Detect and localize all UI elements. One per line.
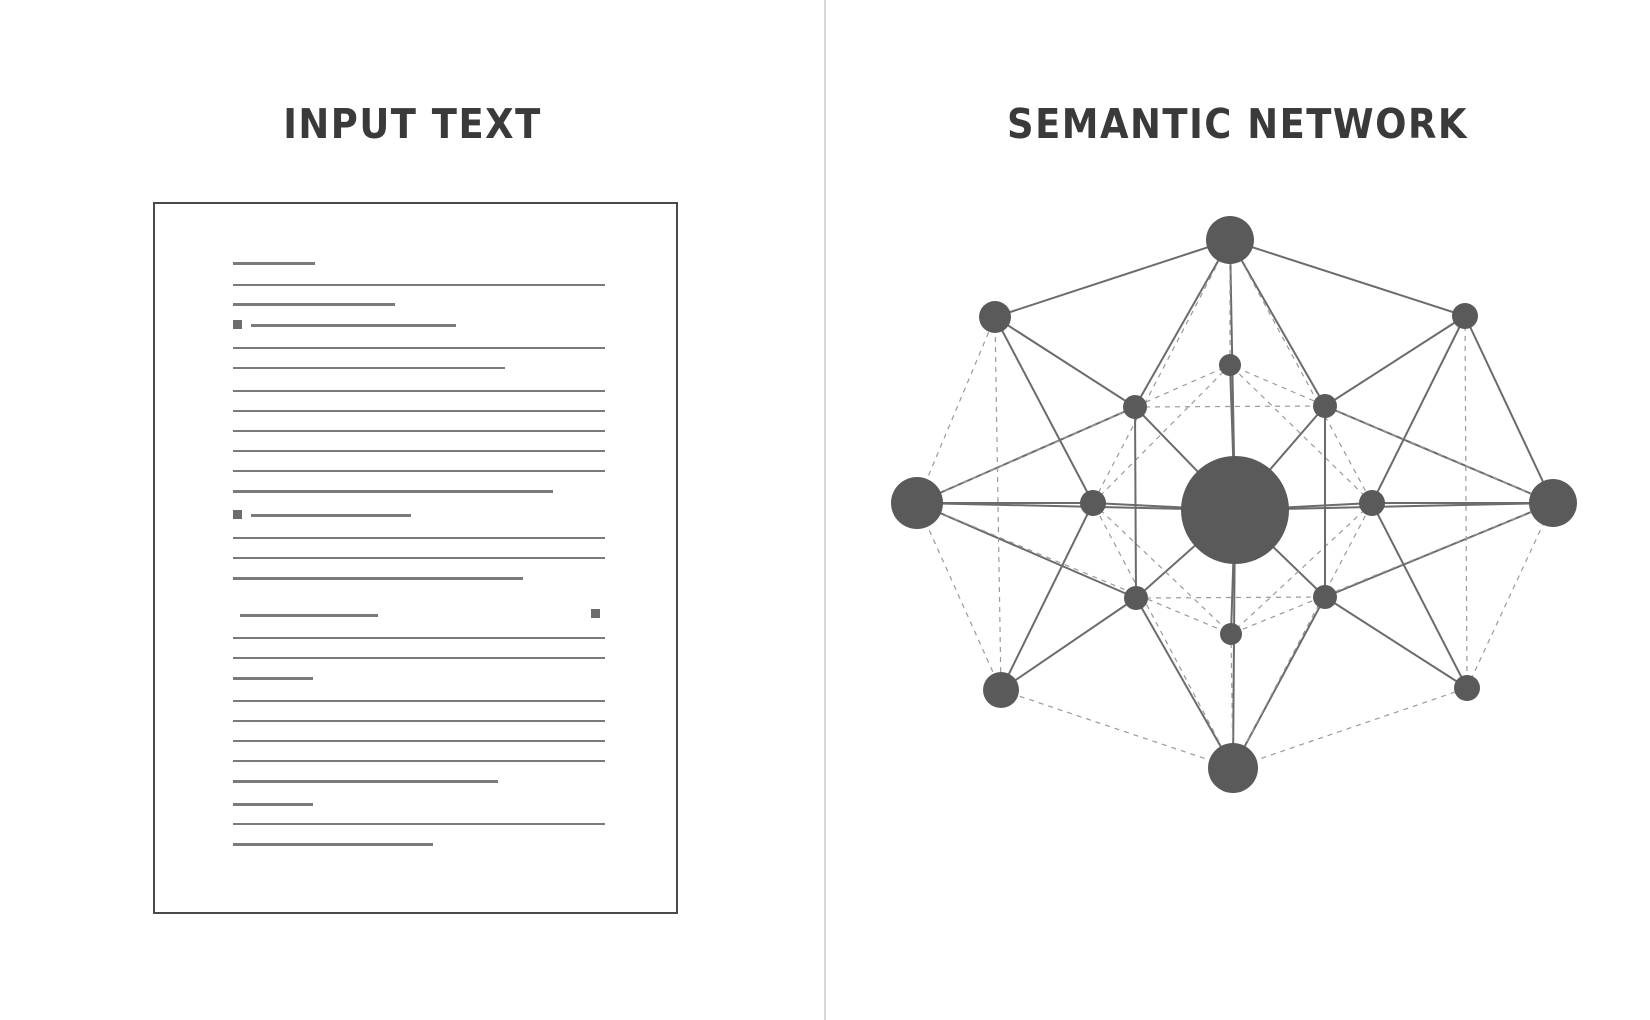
text-line: [233, 557, 605, 559]
text-line: [251, 514, 411, 517]
graph-edge: [1001, 503, 1093, 690]
graph-edge: [1325, 597, 1467, 688]
text-line: [240, 614, 378, 617]
text-line: [233, 577, 523, 580]
graph-edge-dashed: [1467, 503, 1553, 688]
graph-node[interactable]: [1313, 394, 1337, 418]
text-line: [233, 367, 505, 369]
graph-edge: [1001, 598, 1136, 690]
network-canvas: [825, 0, 1650, 1020]
text-line: [233, 823, 605, 825]
graph-edge-dashed: [917, 317, 995, 503]
text-line: [233, 677, 313, 680]
text-line: [233, 390, 605, 392]
graph-edge: [1372, 503, 1467, 688]
text-line: [233, 700, 605, 702]
graph-node[interactable]: [979, 301, 1011, 333]
graph-edge: [1233, 597, 1325, 768]
graph-node[interactable]: [1208, 743, 1258, 793]
graph-edge: [1135, 407, 1136, 598]
graph-edge-dashed: [1233, 688, 1467, 768]
graph-node[interactable]: [983, 672, 1019, 708]
text-line: [233, 262, 315, 265]
text-line: [233, 760, 605, 762]
bullet-marker: [233, 320, 242, 329]
text-line: [233, 450, 605, 452]
graph-edge: [1325, 316, 1465, 406]
graph-edge: [1465, 316, 1553, 503]
text-line: [233, 284, 605, 286]
graph-edge: [1372, 316, 1465, 503]
graph-edge-dashed: [917, 365, 1230, 503]
text-line: [233, 537, 605, 539]
text-line: [233, 740, 605, 742]
graph-node[interactable]: [1313, 585, 1337, 609]
text-line: [233, 720, 605, 722]
text-line: [233, 803, 313, 806]
graph-edge: [917, 503, 1136, 598]
graph-node[interactable]: [1181, 456, 1289, 564]
graph-node[interactable]: [1452, 303, 1478, 329]
graph-edge: [995, 240, 1230, 317]
text-line: [233, 430, 605, 432]
graph-node[interactable]: [1124, 586, 1148, 610]
graph-edge-dashed: [917, 503, 1001, 690]
graph-edge: [995, 317, 1093, 503]
graph-node[interactable]: [1529, 479, 1577, 527]
text-line: [233, 780, 498, 783]
text-line: [233, 657, 605, 659]
graph-node[interactable]: [1454, 675, 1480, 701]
text-document: [153, 202, 678, 914]
bullet-marker: [233, 510, 242, 519]
graph-node[interactable]: [1219, 354, 1241, 376]
document-text-lines: [233, 262, 605, 862]
graph-edge: [1230, 240, 1325, 406]
text-line: [233, 490, 553, 493]
graph-edge-dashed: [1135, 406, 1325, 407]
text-line: [233, 637, 605, 639]
text-line: [251, 324, 456, 327]
input-text-title: INPUT TEXT: [283, 100, 542, 148]
semantic-network-panel: [825, 0, 1650, 1020]
graph-node[interactable]: [1220, 623, 1242, 645]
text-line: [233, 470, 605, 472]
text-line: [233, 347, 605, 349]
graph-node[interactable]: [891, 477, 943, 529]
graph-node[interactable]: [1359, 490, 1385, 516]
bullet-marker: [591, 609, 600, 618]
semantic-network-graph: [885, 185, 1585, 825]
graph-edge-dashed: [1136, 597, 1325, 598]
text-line: [233, 410, 605, 412]
graph-edge: [995, 317, 1135, 407]
text-line: [233, 303, 395, 306]
graph-node[interactable]: [1123, 395, 1147, 419]
text-line: [233, 843, 433, 846]
graph-node[interactable]: [1080, 490, 1106, 516]
graph-edge: [1136, 598, 1233, 768]
graph-edge: [1135, 240, 1230, 407]
semantic-network-title: SEMANTIC NETWORK: [1007, 100, 1468, 148]
graph-node[interactable]: [1206, 216, 1254, 264]
